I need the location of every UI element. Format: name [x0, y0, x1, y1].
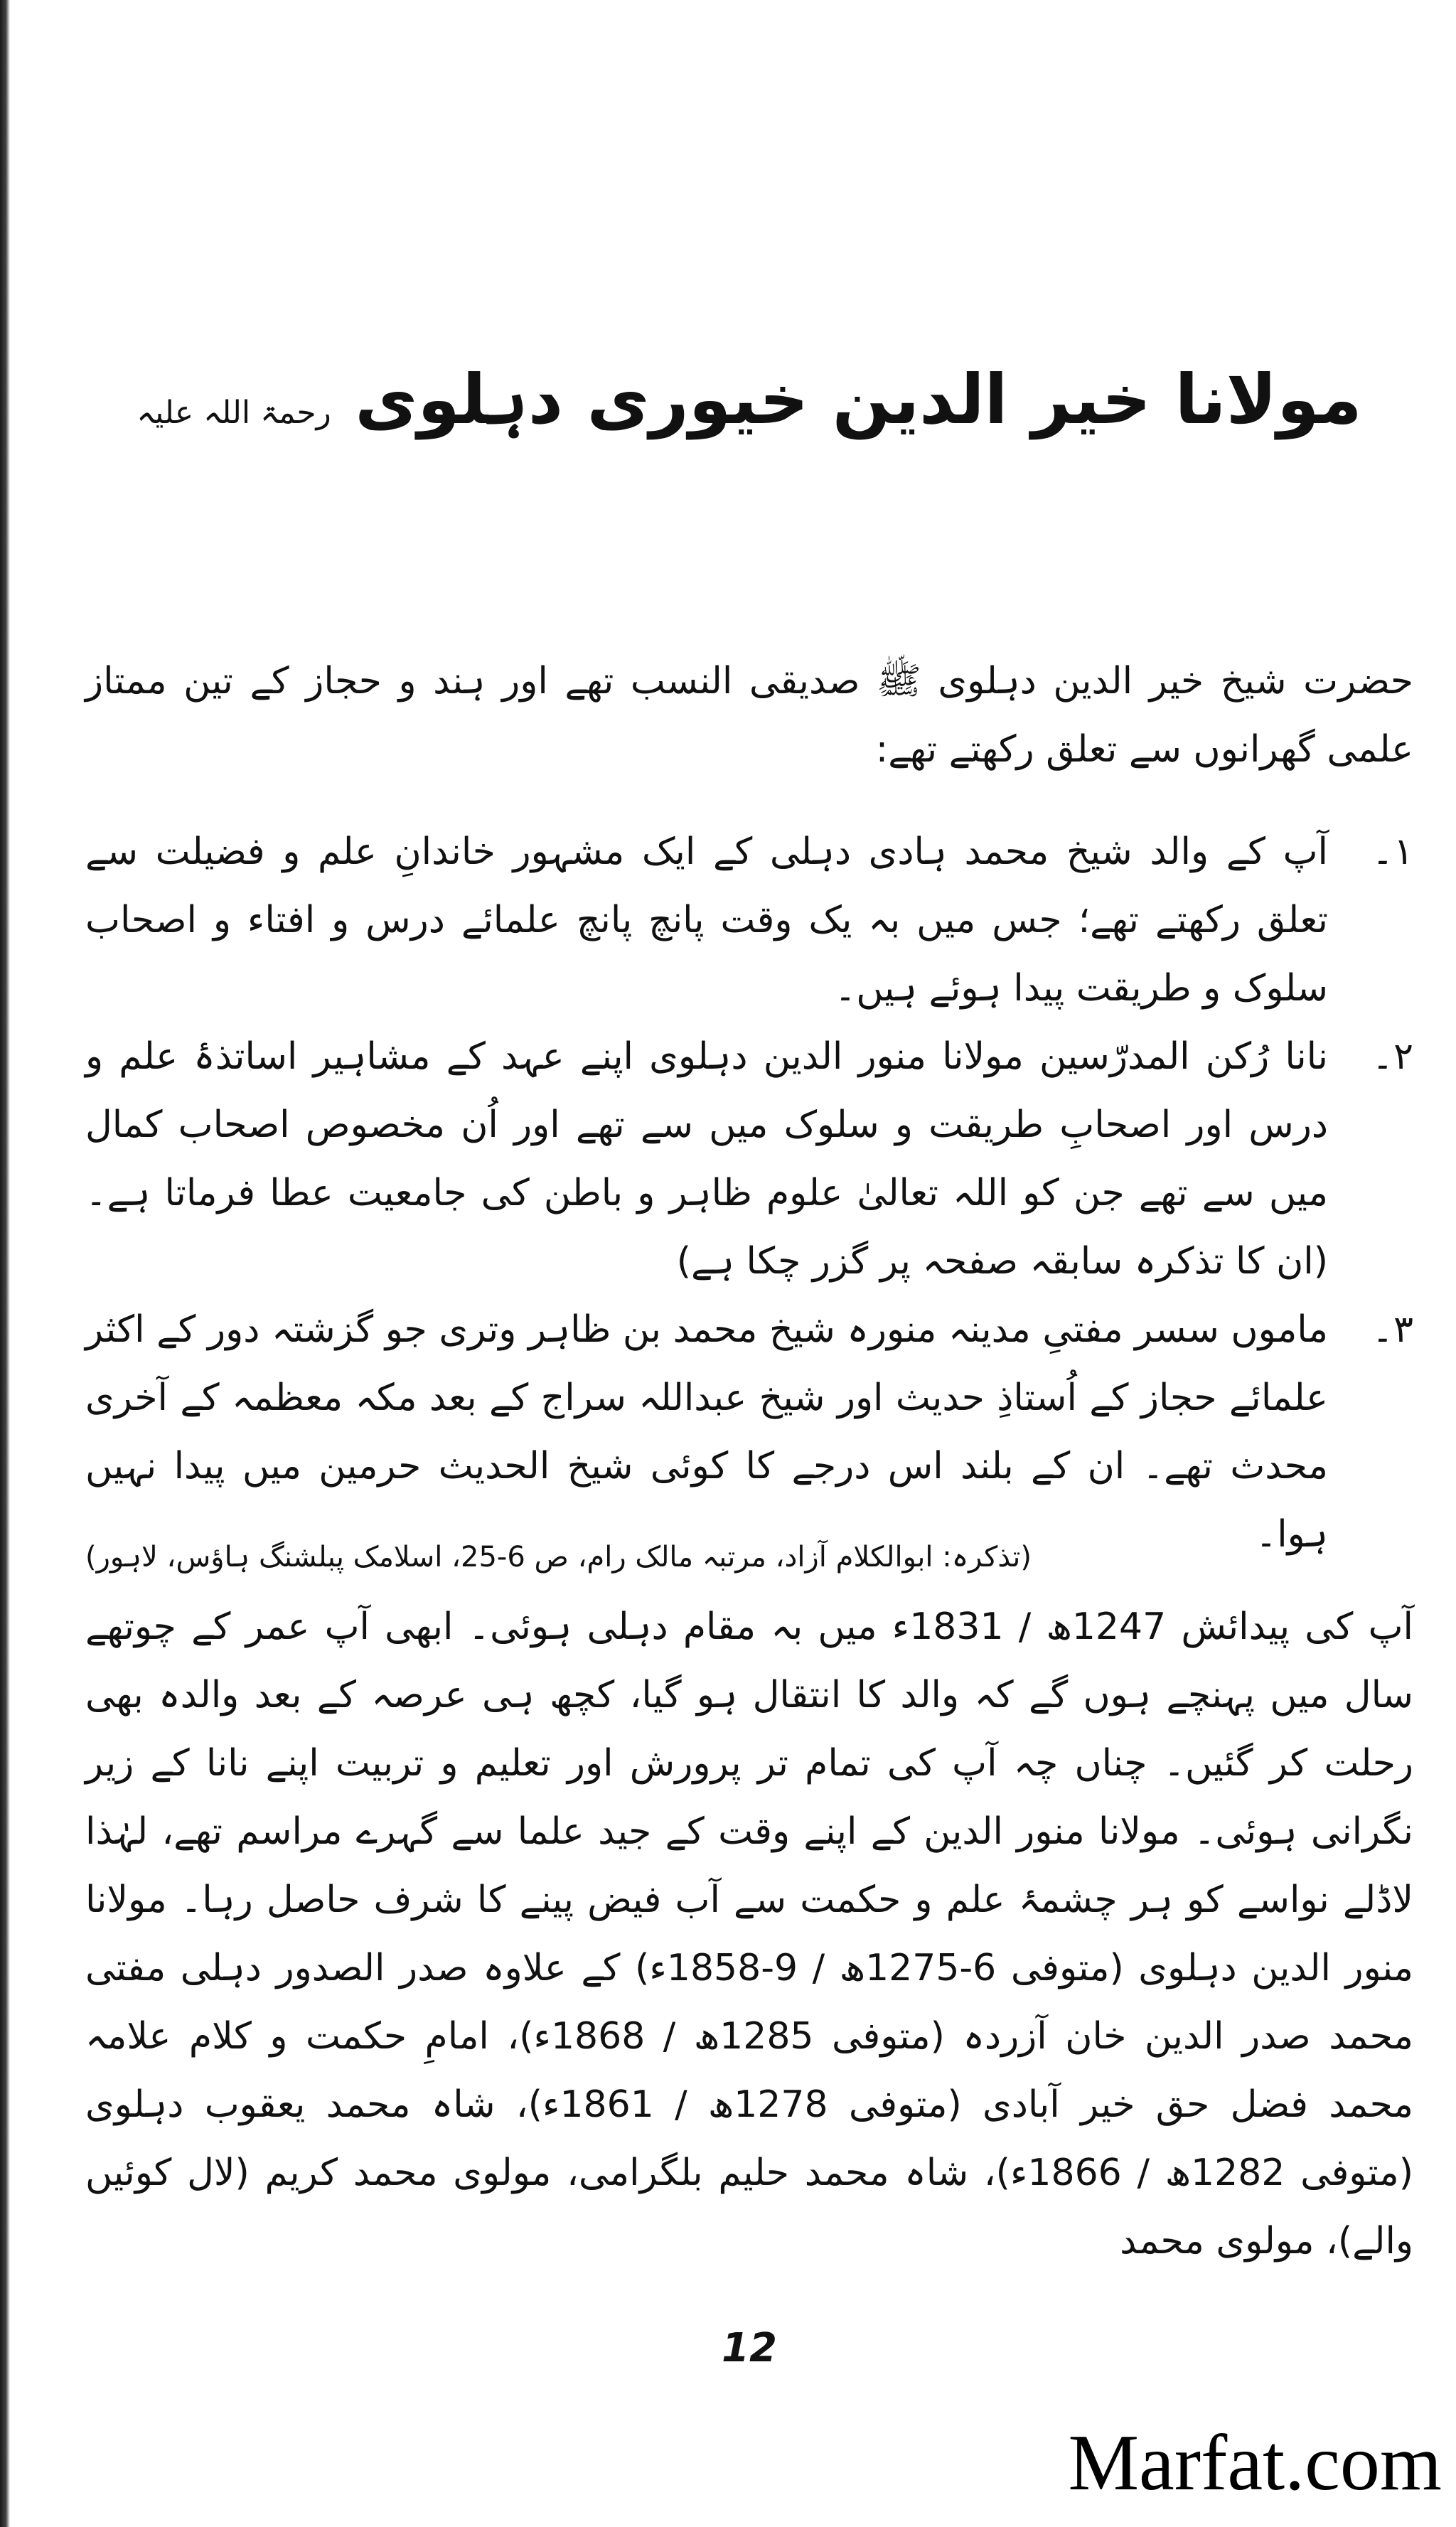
- body-paragraph: آپ کی پیدائش 1247ھ / 1831ء میں بہ مقام دہلی ہوئی۔ ابھی آپ عمر کے چوتھے سال میں پہنچے ہوں گے کہ والد کا انتقال ہو گیا، کچھ ہی عرصہ کے بعد والدہ بھی رحلت کر گئیں۔ چناں چہ آپ کی تمام تر پرورش اور تعلیم و تربیت اپنے نانا کے زیر نگرانی ہوئی۔ مولانا منور الدین کے اپنے وقت کے جید علما سے گہرے مراسم تھے، لہٰذا لاڈلے نواسے کو ہر چشمۂ علم و حکمت سے آب فیض پینے کا شرف حاصل رہا۔ مولانا منور الدین دہلوی (متوفی 6-1275ھ / 9-1858ء) کے علاوہ صدر الصدور دہلی مفتی محمد صدر الدین خان آزردہ (متوفی 1285ھ / 1868ء)، امامِ حکمت و کلام علامہ محمد فضل حق خیر آبادی (متوفی 1278ھ / 1861ء)، شاہ محمد یعقوب دہلوی (متوفی 1282ھ / 1866ء)، شاہ محمد حلیم بلگرامی، مولوی محمد کریم (لال کوئیں والے)، مولوی محمد: [85, 1606, 1414, 2262]
- list-item-text: نانا رُکن المدرّسین مولانا منور الدین دہلوی اپنے عہد کے مشاہیر اساتذۂ علم و درس اور اصحابِ طریقت و سلوک میں سے تھے اور اُن مخصوص اصحاب کمال میں سے تھے جن کو اللہ تعالیٰ علوم ظاہر و باطن کی جامعیت عطا فرماتا ہے۔ (ان کا تذکرہ سابقہ صفحہ پر گزر چکا ہے): [85, 1035, 1328, 1283]
- chapter-title-text: مولانا خیر الدین خیوری دہلوی: [355, 360, 1362, 439]
- intro-paragraph: حضرت شیخ خیر الدین دہلوی ﷺ صدیقی النسب تھے اور ہند و حجاز کے تین ممتاز علمی گھرانوں سے تعلق رکھتے تھے:: [85, 660, 1413, 771]
- list-item-text: ماموں سسر مفتیِ مدینہ منورہ شیخ محمد بن ظاہر وتری جو گزشتہ دور کے اکثر علمائے حجاز کے اُستاذِ حدیث اور شیخ عبداللہ سراج کے بعد مکہ معظمہ کے آخری محدث تھے۔ ان کے بلند اس درجے کا کوئی شیخ الحدیث حرمین میں پیدا نہیں ہوا۔: [85, 1308, 1328, 1556]
- book-spine-edge: [0, 0, 10, 2527]
- list-item: [85, 818, 1413, 1022]
- page-content: [85, 0, 1413, 2527]
- chapter-title: [85, 356, 1413, 444]
- numbered-list: [85, 818, 1413, 1569]
- list-item: [85, 1295, 1413, 1569]
- page-number: 12: [722, 2325, 777, 2371]
- reference-citation: (تذکرہ: ابوالکلام آزاد، مرتبہ مالک رام، ص 6-25، اسلامک پبلشنگ ہاؤس، لاہور): [85, 1541, 1032, 1574]
- list-item-number: ۱۔: [1371, 830, 1413, 873]
- list-item-text: آپ کے والد شیخ محمد ہادی دہلی کے ایک مشہور خاندانِ علم و فضیلت سے تعلق رکھتے تھے؛ جس میں بہ یک وقت پانچ پانچ علمائے درس و افتاء و اصحاب سلوک و طریقت پیدا ہوئے ہیں۔: [85, 830, 1328, 1010]
- title-honorific: رحمۃ اللہ علیہ: [136, 395, 331, 431]
- list-item-number: ۲۔: [1371, 1035, 1413, 1078]
- list-item-number: ۳۔: [1371, 1308, 1413, 1351]
- site-watermark: Marfat.com: [1068, 2419, 1442, 2507]
- list-item: [85, 1022, 1413, 1295]
